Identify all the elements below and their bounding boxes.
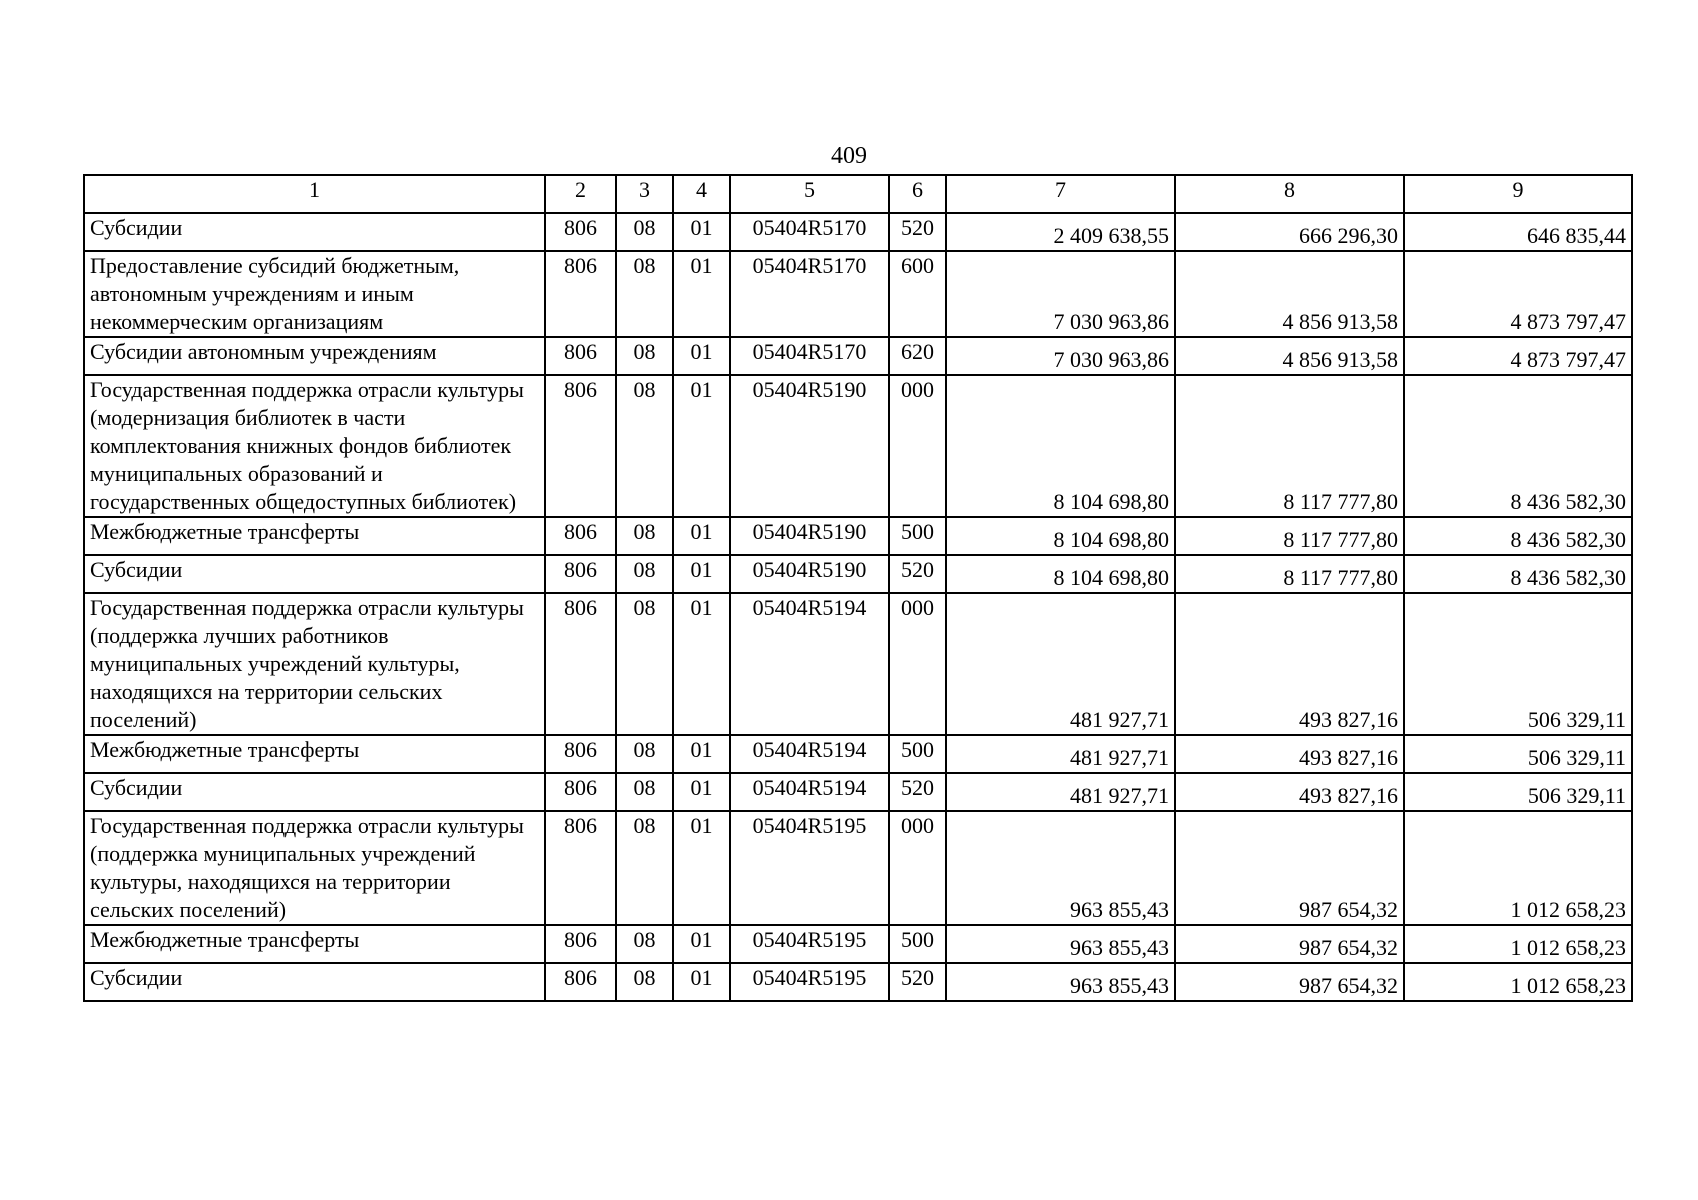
row-name: Субсидии xyxy=(84,213,545,251)
header-row xyxy=(84,175,1632,213)
target-article-code: 05404R5195 xyxy=(730,811,889,925)
ministry-code: 806 xyxy=(545,735,616,773)
amount-col9: 506 329,11 xyxy=(1404,773,1632,811)
subsection-code: 01 xyxy=(673,773,730,811)
subsection-code: 01 xyxy=(673,517,730,555)
amount-col7: 8 104 698,80 xyxy=(946,375,1175,517)
target-article-code: 05404R5190 xyxy=(730,375,889,517)
section-code: 08 xyxy=(616,963,673,1001)
amount-col7: 8 104 698,80 xyxy=(946,517,1175,555)
row-name: Межбюджетные трансферты xyxy=(84,735,545,773)
subsection-code: 01 xyxy=(673,251,730,337)
target-article-code: 05404R5190 xyxy=(730,517,889,555)
ministry-code: 806 xyxy=(545,593,616,735)
subsection-code: 01 xyxy=(673,337,730,375)
expense-type-code: 500 xyxy=(889,735,946,773)
amount-col9: 4 873 797,47 xyxy=(1404,251,1632,337)
row-name: Государственная поддержка отрасли культуры (поддержка лучших работников муниципальных учреждений культуры, находящихся на территории сельских поселений) xyxy=(84,593,545,735)
amount-col9: 506 329,11 xyxy=(1404,735,1632,773)
subsection-code: 01 xyxy=(673,811,730,925)
column-header: 9 xyxy=(1404,175,1632,213)
amount-col9: 4 873 797,47 xyxy=(1404,337,1632,375)
ministry-code: 806 xyxy=(545,517,616,555)
amount-col9: 1 012 658,23 xyxy=(1404,925,1632,963)
table-row xyxy=(84,925,1632,963)
column-header: 7 xyxy=(946,175,1175,213)
section-code: 08 xyxy=(616,811,673,925)
ministry-code: 806 xyxy=(545,811,616,925)
table-row xyxy=(84,251,1632,337)
amount-col8: 987 654,32 xyxy=(1175,963,1404,1001)
target-article-code: 05404R5195 xyxy=(730,963,889,1001)
column-header: 5 xyxy=(730,175,889,213)
table-row xyxy=(84,517,1632,555)
amount-col7: 481 927,71 xyxy=(946,773,1175,811)
section-code: 08 xyxy=(616,735,673,773)
amount-col8: 493 827,16 xyxy=(1175,735,1404,773)
expense-type-code: 520 xyxy=(889,773,946,811)
amount-col9: 506 329,11 xyxy=(1404,593,1632,735)
target-article-code: 05404R5170 xyxy=(730,337,889,375)
amount-col9: 8 436 582,30 xyxy=(1404,555,1632,593)
section-code: 08 xyxy=(616,337,673,375)
column-header: 3 xyxy=(616,175,673,213)
expense-type-code: 500 xyxy=(889,925,946,963)
section-code: 08 xyxy=(616,251,673,337)
row-name: Субсидии xyxy=(84,555,545,593)
subsection-code: 01 xyxy=(673,555,730,593)
subsection-code: 01 xyxy=(673,963,730,1001)
column-header: 8 xyxy=(1175,175,1404,213)
section-code: 08 xyxy=(616,593,673,735)
amount-col8: 666 296,30 xyxy=(1175,213,1404,251)
expense-type-code: 620 xyxy=(889,337,946,375)
table-row xyxy=(84,735,1632,773)
amount-col7: 2 409 638,55 xyxy=(946,213,1175,251)
row-name: Межбюджетные трансферты xyxy=(84,517,545,555)
row-name: Субсидии автономным учреждениям xyxy=(84,337,545,375)
page-number: 409 xyxy=(831,143,867,169)
table-row xyxy=(84,811,1632,925)
target-article-code: 05404R5170 xyxy=(730,251,889,337)
ministry-code: 806 xyxy=(545,963,616,1001)
ministry-code: 806 xyxy=(545,375,616,517)
amount-col8: 4 856 913,58 xyxy=(1175,337,1404,375)
ministry-code: 806 xyxy=(545,773,616,811)
target-article-code: 05404R5170 xyxy=(730,213,889,251)
expense-type-code: 500 xyxy=(889,517,946,555)
expense-type-code: 520 xyxy=(889,213,946,251)
target-article-code: 05404R5194 xyxy=(730,773,889,811)
subsection-code: 01 xyxy=(673,213,730,251)
expense-type-code: 000 xyxy=(889,375,946,517)
amount-col7: 481 927,71 xyxy=(946,735,1175,773)
amount-col9: 1 012 658,23 xyxy=(1404,811,1632,925)
amount-col7: 963 855,43 xyxy=(946,925,1175,963)
ministry-code: 806 xyxy=(545,555,616,593)
amount-col8: 8 117 777,80 xyxy=(1175,555,1404,593)
expense-type-code: 000 xyxy=(889,593,946,735)
amount-col8: 493 827,16 xyxy=(1175,593,1404,735)
target-article-code: 05404R5194 xyxy=(730,735,889,773)
table-row xyxy=(84,555,1632,593)
amount-col9: 8 436 582,30 xyxy=(1404,517,1632,555)
amount-col8: 987 654,32 xyxy=(1175,925,1404,963)
amount-col8: 8 117 777,80 xyxy=(1175,517,1404,555)
target-article-code: 05404R5195 xyxy=(730,925,889,963)
column-header: 4 xyxy=(673,175,730,213)
section-code: 08 xyxy=(616,773,673,811)
section-code: 08 xyxy=(616,375,673,517)
row-name: Предоставление субсидий бюджетным, автономным учреждениям и иным некоммерческим организациям xyxy=(84,251,545,337)
section-code: 08 xyxy=(616,213,673,251)
table-row xyxy=(84,213,1632,251)
amount-col7: 7 030 963,86 xyxy=(946,337,1175,375)
section-code: 08 xyxy=(616,555,673,593)
column-header: 2 xyxy=(545,175,616,213)
row-name: Субсидии xyxy=(84,773,545,811)
amount-col7: 481 927,71 xyxy=(946,593,1175,735)
amount-col8: 4 856 913,58 xyxy=(1175,251,1404,337)
table-row xyxy=(84,593,1632,735)
subsection-code: 01 xyxy=(673,593,730,735)
ministry-code: 806 xyxy=(545,337,616,375)
ministry-code: 806 xyxy=(545,925,616,963)
table-row xyxy=(84,773,1632,811)
subsection-code: 01 xyxy=(673,925,730,963)
section-code: 08 xyxy=(616,925,673,963)
target-article-code: 05404R5194 xyxy=(730,593,889,735)
expense-type-code: 000 xyxy=(889,811,946,925)
amount-col7: 7 030 963,86 xyxy=(946,251,1175,337)
amount-col7: 8 104 698,80 xyxy=(946,555,1175,593)
row-name: Государственная поддержка отрасли культуры (модернизация библиотек в части комплектования книжных фондов библиотек муниципальных образований и государственных общедоступных библиотек) xyxy=(84,375,545,517)
amount-col7: 963 855,43 xyxy=(946,811,1175,925)
amount-col9: 8 436 582,30 xyxy=(1404,375,1632,517)
column-header: 1 xyxy=(84,175,545,213)
section-code: 08 xyxy=(616,517,673,555)
subsection-code: 01 xyxy=(673,735,730,773)
budget-table xyxy=(83,174,1633,1002)
subsection-code: 01 xyxy=(673,375,730,517)
row-name: Субсидии xyxy=(84,963,545,1001)
target-article-code: 05404R5190 xyxy=(730,555,889,593)
table-row xyxy=(84,337,1632,375)
amount-col8: 493 827,16 xyxy=(1175,773,1404,811)
expense-type-code: 600 xyxy=(889,251,946,337)
row-name: Межбюджетные трансферты xyxy=(84,925,545,963)
row-name: Государственная поддержка отрасли культуры (поддержка муниципальных учреждений культуры, находящихся на территории сельских поселений) xyxy=(84,811,545,925)
ministry-code: 806 xyxy=(545,213,616,251)
ministry-code: 806 xyxy=(545,251,616,337)
amount-col8: 8 117 777,80 xyxy=(1175,375,1404,517)
column-header: 6 xyxy=(889,175,946,213)
expense-type-code: 520 xyxy=(889,963,946,1001)
amount-col9: 1 012 658,23 xyxy=(1404,963,1632,1001)
table-row xyxy=(84,963,1632,1001)
amount-col8: 987 654,32 xyxy=(1175,811,1404,925)
amount-col9: 646 835,44 xyxy=(1404,213,1632,251)
amount-col7: 963 855,43 xyxy=(946,963,1175,1001)
expense-type-code: 520 xyxy=(889,555,946,593)
table-row xyxy=(84,375,1632,517)
